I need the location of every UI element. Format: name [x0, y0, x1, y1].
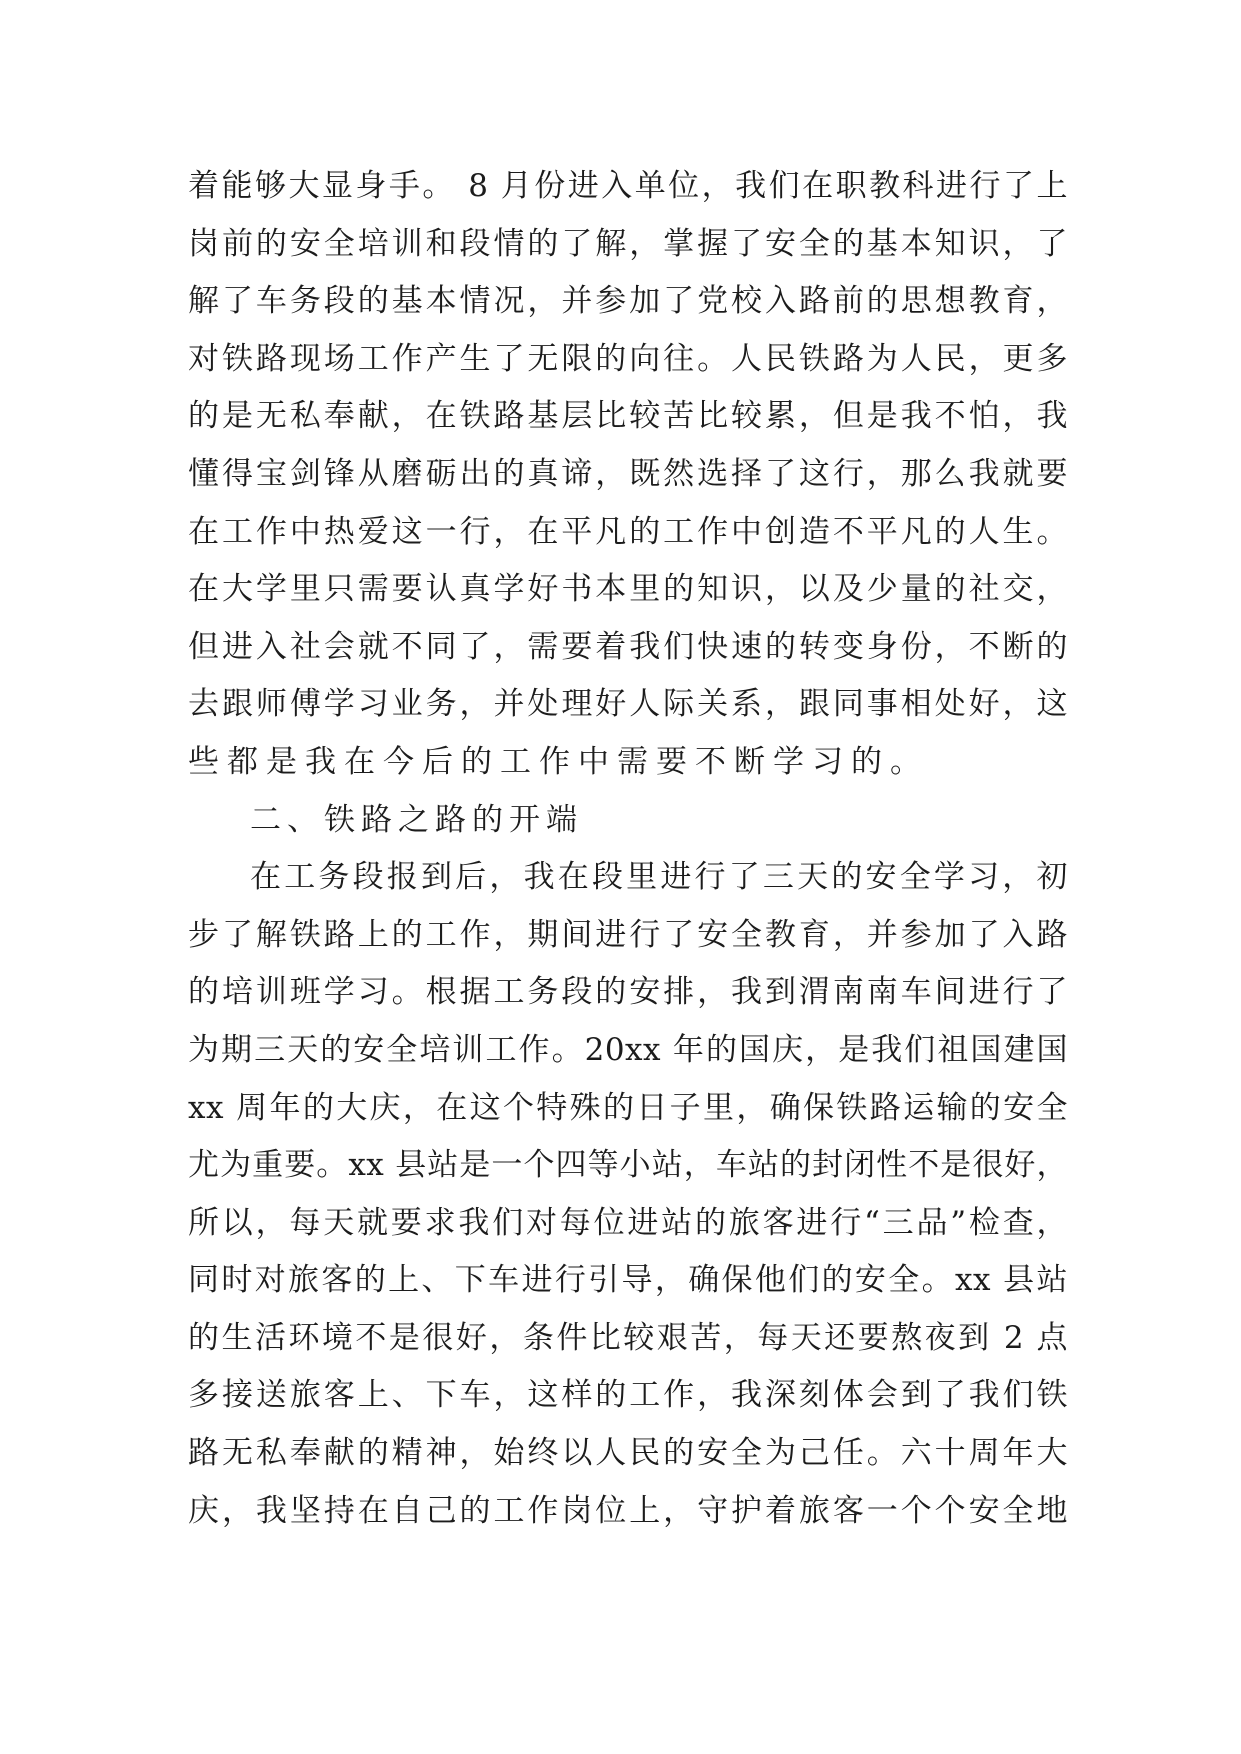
- text-line: 的培训班学习。根据工务段的安排，我到渭南南车间进行了: [188, 974, 1068, 1011]
- document-body: [188, 158, 1068, 1540]
- text-line: 所以，每天就要求我们对每位进站的旅客进行“三品”检查，: [188, 1204, 1068, 1241]
- text-line: 路无私奉献的精神，始终以人民的安全为己任。六十周年大: [188, 1435, 1068, 1472]
- paragraph-section-one-tail: [188, 158, 1068, 792]
- section-heading: 二、铁路之路的开端: [250, 801, 583, 838]
- text-line: xx 周年的大庆，在这个特殊的日子里，确保铁路运输的安全: [188, 1089, 1068, 1126]
- text-line: 同时对旅客的上、下车进行引导，确保他们的安全。xx 县站: [188, 1262, 1068, 1299]
- text-line: 的生活环境不是很好，条件比较艰苦，每天还要熬夜到 2 点: [188, 1319, 1068, 1356]
- paragraph-section-two: [188, 849, 1068, 1540]
- text-line: 去跟师傅学习业务，并处理好人际关系，跟同事相处好，这: [188, 686, 1068, 723]
- text-line: 在大学里只需要认真学好书本里的知识，以及少量的社交，: [188, 571, 1068, 608]
- text-line: 庆，我坚持在自己的工作岗位上，守护着旅客一个个安全地: [188, 1492, 1068, 1529]
- text-line: 懂得宝剑锋从磨砺出的真谛，既然选择了这行，那么我就要: [188, 455, 1068, 492]
- text-line: 步了解铁路上的工作，期间进行了安全教育，并参加了入路: [188, 916, 1068, 953]
- text-line: 解了车务段的基本情况，并参加了党校入路前的思想教育，: [188, 283, 1068, 320]
- text-line: 尤为重要。xx 县站是一个四等小站，车站的封闭性不是很好，: [188, 1147, 1068, 1184]
- text-line: 对铁路现场工作产生了无限的向往。人民铁路为人民，更多: [188, 340, 1068, 377]
- text-line: 在工作中热爱这一行，在平凡的工作中创造不平凡的人生。: [188, 513, 1068, 550]
- text-line: 在工务段报到后，我在段里进行了三天的安全学习，初: [250, 859, 1068, 896]
- text-line: 些都是我在今后的工作中需要不断学习的。: [188, 743, 929, 780]
- text-line: 为期三天的安全培训工作。20xx 年的国庆，是我们祖国建国: [188, 1031, 1068, 1068]
- text-line: 多接送旅客上、下车，这样的工作，我深刻体会到了我们铁: [188, 1377, 1068, 1414]
- text-line: 着能够大显身手。 8 月份进入单位，我们在职教科进行了上: [188, 168, 1068, 204]
- text-line: 岗前的安全培训和段情的了解，掌握了安全的基本知识，了: [188, 225, 1068, 262]
- text-line: 的是无私奉献，在铁路基层比较苦比较累，但是我不怕，我: [188, 398, 1068, 435]
- text-line: 但进入社会就不同了，需要着我们快速的转变身份，不断的: [188, 628, 1068, 665]
